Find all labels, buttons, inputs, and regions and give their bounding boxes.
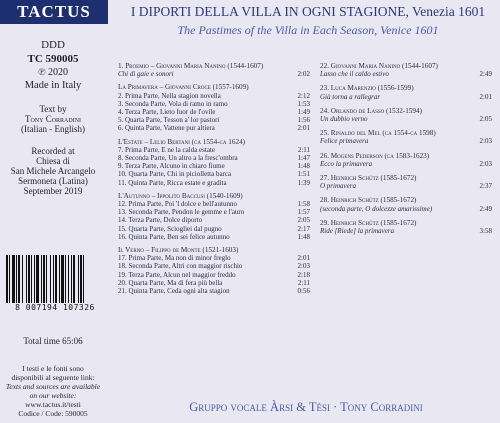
- track-duration: 0:56: [297, 287, 310, 296]
- made-in: Made in Italy: [24, 80, 82, 91]
- recorded-line: Sermoneta (Latina): [18, 176, 88, 186]
- track-row: [118, 279, 310, 287]
- track-duration: 1:39: [297, 178, 310, 187]
- track-duration: 2:17: [297, 224, 310, 233]
- track-row: [118, 170, 310, 178]
- texts-info-line: I testi e le fonti sono: [22, 364, 84, 373]
- track-duration: 1:56: [297, 116, 310, 125]
- tracklist-column-2: [320, 62, 492, 241]
- track-subtitle: Già torna a rallegrar: [320, 92, 381, 101]
- track-duration: 2:01: [297, 254, 310, 263]
- texts-info: [0, 364, 106, 418]
- track-title: 5. Quarta Parte, Tesson a' lor pastori: [118, 116, 220, 125]
- track-subtitle: O primavera: [320, 182, 356, 191]
- track-duration: 2:01: [479, 92, 492, 101]
- track-row: [118, 162, 310, 170]
- track-title: 2. Prima Parte, Nella stagion novella: [118, 91, 221, 100]
- track-title: 16. Quinta Parte, Ben sei felice autunno: [118, 232, 230, 241]
- performers-line: Gruppo vocale Àrsi & Tèsi · Tony Corradini: [189, 400, 423, 414]
- track-duration: 2:37: [479, 182, 492, 191]
- track-subtitle: Chi di gaie e sonori: [118, 70, 174, 79]
- track-row: [118, 216, 310, 224]
- ddd-code: DDD: [41, 39, 65, 51]
- text-by-label: Text by: [39, 104, 67, 114]
- track-title: 21. Quinta Parte, Ceda ogni alta stagion: [118, 287, 230, 296]
- track-duration: 2:03: [479, 159, 492, 168]
- recorded-line: September 2019: [23, 186, 83, 196]
- track-block: [320, 174, 492, 190]
- section-heading: Il Verno – Filippo de Monte (1521-1603): [118, 246, 239, 255]
- track-title: 15. Quarta Parte, Sciogliei dal pugno: [118, 224, 222, 233]
- track-row: [118, 271, 310, 279]
- track-composer: 23. Luca Marenzio (1556-1599): [320, 84, 414, 93]
- label-logo: TACTUS: [0, 0, 108, 24]
- section-heading: La Primavera – Giovanni Croce (1557-1609): [118, 83, 249, 92]
- track-title: 8. Seconda Parte, Un altro a la fresc'ombra: [118, 154, 238, 163]
- track-block: [320, 196, 492, 212]
- track-subtitle: Un dubbio verno: [320, 115, 368, 124]
- total-time: Total time 65:06: [23, 336, 83, 346]
- track-row: [118, 225, 310, 233]
- track-duration: 3:58: [479, 227, 492, 236]
- track-duration: 2:18: [297, 270, 310, 279]
- track-title: 13. Seconda Parte, Pendon le gemme e l'auro: [118, 208, 245, 217]
- track-duration: 1:58: [297, 200, 310, 209]
- track-row: [118, 179, 310, 187]
- tracklist-column-1: [118, 62, 310, 300]
- section-heading: 1. Proemio – Giovanni Maria Nanino (1544-1607): [118, 62, 264, 70]
- track-duration: 2:49: [479, 204, 492, 213]
- track-duration: 1:48: [297, 162, 310, 171]
- track-block: [320, 129, 492, 145]
- recorded-line: Chiesa di: [36, 156, 70, 166]
- track-title: 20. Quarta Parte, Ma di fera più bella: [118, 278, 223, 287]
- track-title: 14. Terza Parte, Dolce diporto: [118, 216, 203, 225]
- track-composer: 26. Mogens Pederson (ca 1583-1623): [320, 151, 430, 160]
- track-title: 11. Quinta Parte, Ricca estate e gradita: [118, 178, 227, 187]
- catalog-number: TC 590005: [27, 53, 79, 65]
- release-info: [0, 36, 106, 196]
- text-by-author: Tony Corradini: [24, 114, 82, 124]
- track-composer: 28. Heinrich Schütz (1585-1672): [320, 196, 417, 205]
- phonographic-year: ℗ 2020: [37, 67, 69, 78]
- track-title: 18. Seconda Parte, Altri con maggior rischio: [118, 262, 243, 271]
- recorded-line: Recorded at: [31, 146, 75, 156]
- track-title: 10. Quarta Parte, Chi in piciolletta barca: [118, 170, 232, 179]
- track-title: 19. Terza Parte, Alcun nel maggior freddo: [118, 270, 236, 279]
- track-duration: 1:48: [297, 232, 310, 241]
- track-duration: 2:01: [297, 124, 310, 133]
- track-row: [118, 200, 310, 208]
- track-duration: 2:05: [297, 216, 310, 225]
- track-row: [118, 154, 310, 162]
- texts-info-link[interactable]: www.tactus.it/testi: [25, 400, 81, 409]
- track-subtitle: Lasso che il caldo estivo: [320, 70, 389, 79]
- track-composer: 27. Heinrich Schütz (1585-1672): [320, 174, 417, 183]
- track-row: [118, 146, 310, 154]
- track-row: [118, 108, 310, 116]
- track-row: [118, 124, 310, 132]
- track-subtitle: (seconda parte, O dolcezze amarissime): [320, 204, 433, 213]
- track-duration: 1:51: [297, 170, 310, 179]
- track-row: [118, 287, 310, 295]
- track-row: [118, 100, 310, 108]
- track-row: [118, 92, 310, 100]
- track-composer: 24. Orlando de Lasso (1532-1594): [320, 106, 422, 115]
- track-composer: 22. Giovanni Maria Nanino (1544-1607): [320, 62, 438, 70]
- texts-info-line: Texts and sources are available: [5, 382, 101, 391]
- texts-info-line: disponibili al seguente link:: [11, 373, 95, 382]
- track-duration: 1:49: [297, 108, 310, 117]
- track-composer: 29. Heinrich Schütz (1585-1672): [320, 218, 417, 227]
- section-heading: L'Autunno – Ippolito Baccusi (1540-1609): [118, 191, 243, 200]
- track-duration: 2:11: [297, 278, 310, 287]
- track-row: [118, 254, 310, 262]
- section-heading: L'Estate – Lelio Bertani (ca 1554-ca 1624): [118, 137, 246, 146]
- track-row: [118, 116, 310, 124]
- barcode-number: 8 007194 107326: [15, 303, 95, 312]
- track-title: 12. Prima Parte, Poi 'l dolce e bell'autunno: [118, 200, 237, 209]
- track-title: 9. Terza Parte, Alcuno in chiaro fiume: [118, 162, 225, 171]
- texts-info-code: Codice / Code: 590005: [18, 409, 88, 418]
- track-subtitle: Ecco la primavera: [320, 159, 373, 168]
- track-title: 7. Prima Parte, E ne la calda estate: [118, 145, 215, 154]
- track-duration: 2:49: [479, 70, 492, 79]
- track-subtitle: Ride [Riede] la primavera: [320, 227, 395, 236]
- track-row: [118, 208, 310, 216]
- track-title: 3. Seconda Parte, Vola di ramo in ramo: [118, 99, 228, 108]
- track-title: 6. Quinta Parte, Vattene pur altiera: [118, 124, 215, 133]
- track-block: [320, 107, 492, 123]
- album-title-english: The Pastimes of the Villa in Each Season, Venice 1601: [177, 23, 439, 37]
- recorded-line: San Michele Arcangelo: [10, 166, 96, 176]
- track-duration: 2:12: [297, 91, 310, 100]
- track-duration: 2:05: [479, 115, 492, 124]
- track-duration: 2:02: [297, 70, 310, 79]
- track-duration: 1:57: [297, 208, 310, 217]
- track-composer: 25. Rinaldo del Mel (ca 1554-ca 1598): [320, 129, 436, 138]
- track-block: [320, 219, 492, 235]
- texts-info-line: on our website:: [29, 391, 77, 400]
- album-title-italian: I DIPORTI DELLA VILLA IN OGNI STAGIONE, Venezia 1601: [130, 4, 486, 19]
- track-block: [320, 62, 492, 78]
- track-block: [320, 152, 492, 168]
- track-row: [118, 233, 310, 241]
- track-duration: 2:03: [479, 137, 492, 146]
- barcode-image: [6, 255, 106, 303]
- track-duration: 1:47: [297, 154, 310, 163]
- track-subtitle: Felice primavera: [320, 137, 369, 146]
- track-title: 17. Prima Parte, Ma non di minor freglo: [118, 254, 231, 263]
- track-duration: 2:03: [297, 262, 310, 271]
- track-title: 4. Terza Parte, Lieto fuor de l'ovile: [118, 108, 216, 117]
- track-duration: 2:11: [297, 145, 310, 154]
- track-duration: 1:53: [297, 99, 310, 108]
- text-by-languages: (Italian - English): [21, 124, 85, 134]
- track-row: [118, 262, 310, 270]
- track-block: [320, 84, 492, 100]
